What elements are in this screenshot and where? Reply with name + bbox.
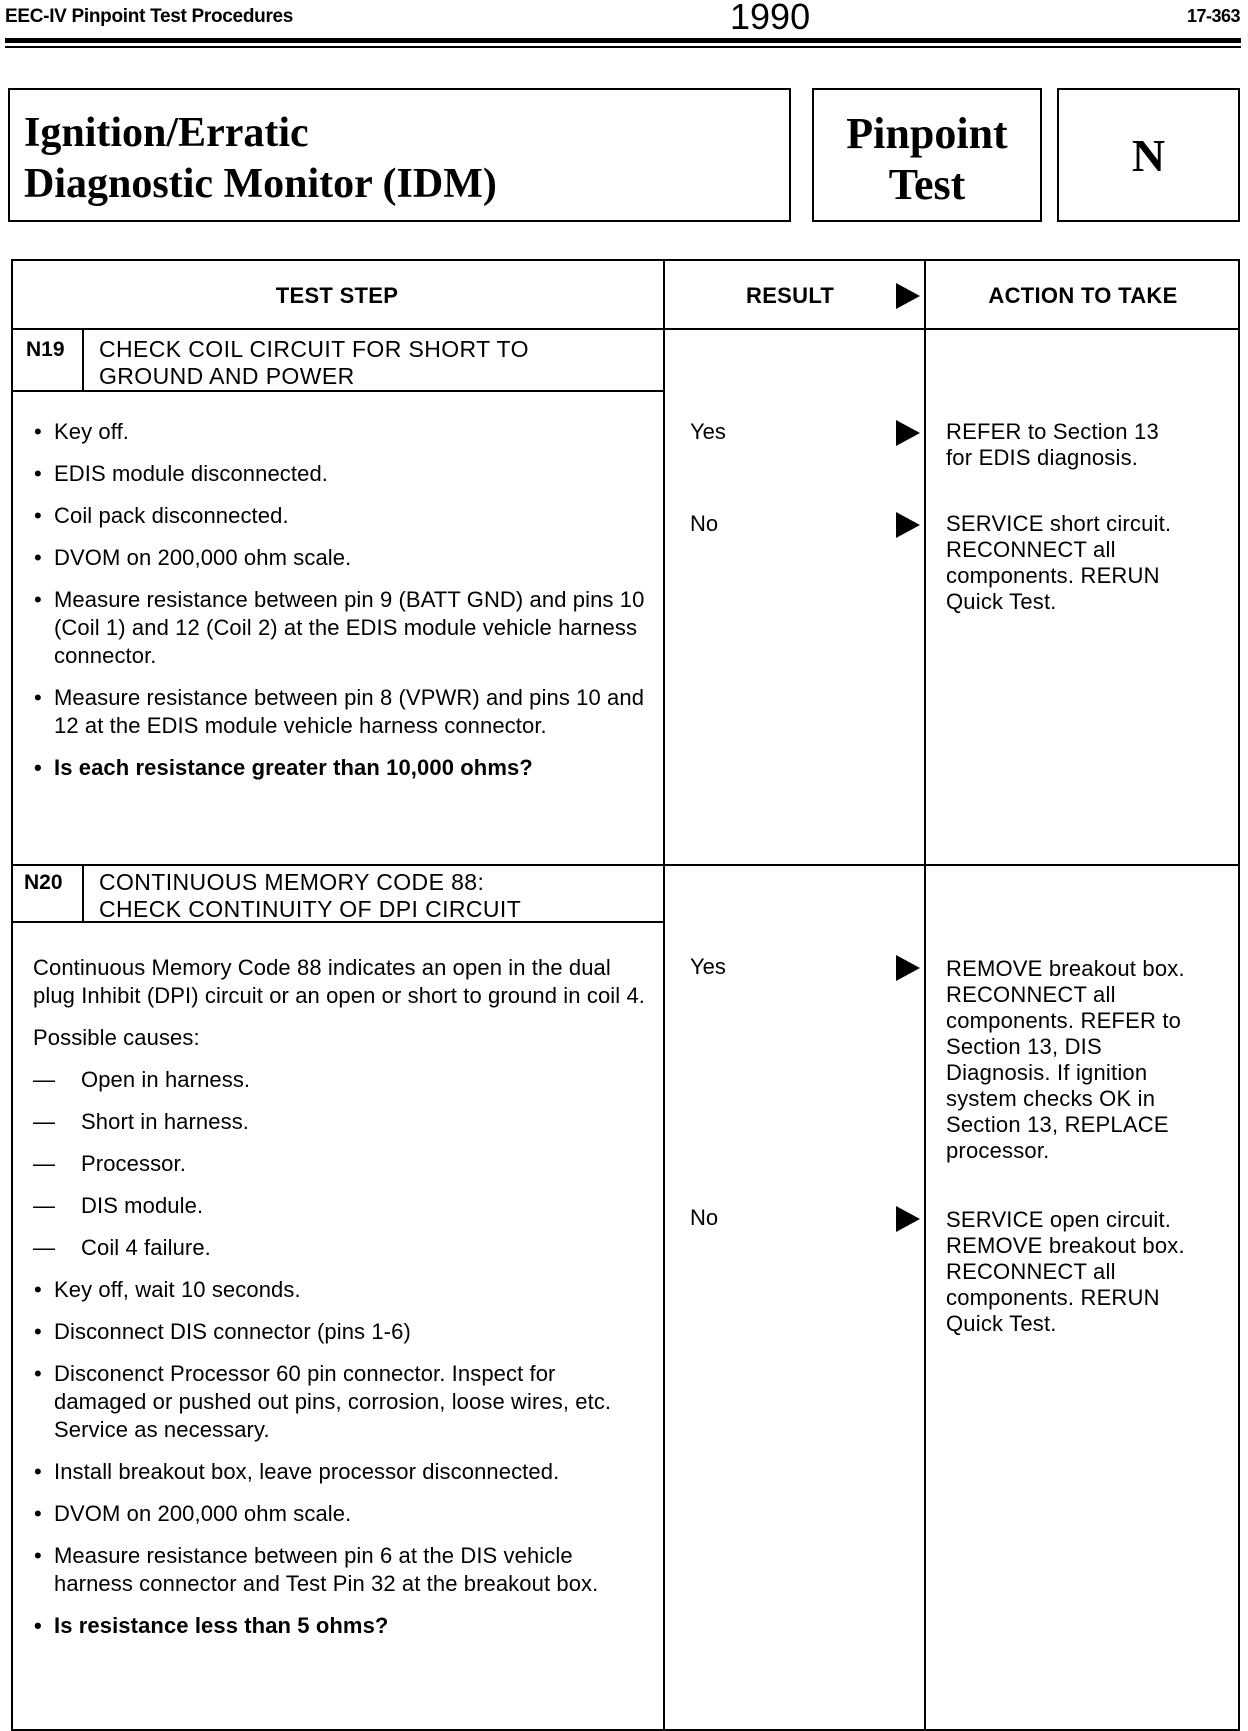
action-line: SERVICE short circuit. — [946, 511, 1172, 536]
action-line: RECONNECT all — [946, 1259, 1116, 1284]
action-line: REFER to Section 13 — [946, 419, 1159, 444]
action-line: processor. — [946, 1138, 1050, 1163]
n20-bullet: • Key off, wait 10 seconds. — [30, 1276, 649, 1304]
n19-result-no: No — [690, 511, 719, 536]
action-line: RECONNECT all — [946, 982, 1116, 1007]
column-header-rule — [11, 328, 1240, 330]
n20-causes-label: Possible causes: — [33, 1025, 200, 1050]
column-header-result: RESULT — [746, 283, 835, 308]
action-line: for EDIS diagnosis. — [946, 445, 1139, 470]
n20-cause: — Short in harness. — [33, 1108, 649, 1136]
action-line: REMOVE breakout box. — [946, 1233, 1185, 1258]
action-line: components. RERUN — [946, 563, 1160, 588]
pinpoint-label-line2: Test — [888, 160, 966, 209]
action-line: Section 13, REPLACE — [946, 1112, 1169, 1137]
action-line: Diagnosis. If ignition — [946, 1060, 1148, 1085]
test-letter: N — [1131, 129, 1166, 181]
n19-action-yes — [946, 419, 1230, 471]
n20-instructions — [33, 954, 649, 1654]
step-divider-rule — [11, 864, 1240, 866]
n20-cause: — DIS module. — [33, 1192, 649, 1220]
action-line: REMOVE breakout box. — [946, 956, 1185, 981]
n20-title-line1: CONTINUOUS MEMORY CODE 88: — [99, 869, 485, 895]
test-title-box — [8, 88, 791, 222]
n20-action-no — [946, 1207, 1230, 1337]
n19-number-divider — [82, 328, 84, 390]
test-title-line2: Diagnostic Monitor (IDM) — [24, 161, 497, 207]
n19-bullet: • Key off. — [30, 418, 648, 446]
n20-cause: — Processor. — [33, 1150, 649, 1178]
n20-step-number: N20 — [24, 871, 63, 894]
n19-instructions — [30, 418, 648, 796]
action-line: components. RERUN — [946, 1285, 1160, 1310]
test-title-line1: Ignition/Erratic — [24, 110, 309, 156]
header-section-title: EEC-IV Pinpoint Test Procedures — [5, 6, 294, 27]
action-line: Quick Test. — [946, 589, 1057, 614]
column-header-action: ACTION TO TAKE — [988, 283, 1178, 308]
n20-no-arrow-icon — [896, 1206, 920, 1232]
n19-question: • Is each resistance greater than 10,000 ohms? — [30, 754, 648, 782]
n20-bullet: • DVOM on 200,000 ohm scale. — [30, 1500, 649, 1528]
n20-intro: Continuous Memory Code 88 indicates an open in the dual plug Inhibit (DPI) circuit or an open or short to ground in coil 4. — [33, 955, 646, 1008]
n19-bullet: • EDIS module disconnected. — [30, 460, 648, 488]
n19-action-no — [946, 511, 1230, 615]
n19-result-yes: Yes — [690, 419, 726, 444]
header-rule-thin — [5, 46, 1241, 48]
n20-title-line2: CHECK CONTINUITY OF DPI CIRCUIT — [99, 896, 522, 922]
column-divider-result-action — [924, 259, 926, 1731]
n20-bullet: • Install breakout box, leave processor disconnected. — [30, 1458, 649, 1486]
n19-bullet: • Measure resistance between pin 8 (VPWR) and pins 10 and 12 at the EDIS module vehicle harness connector. — [30, 684, 648, 740]
n20-number-divider — [82, 864, 84, 921]
column-divider-step-result — [663, 259, 665, 1731]
n19-yes-arrow-icon — [896, 420, 920, 446]
n19-title-line2: GROUND AND POWER — [99, 363, 355, 389]
n20-bullet: • Disconenct Processor 60 pin connector. Inspect for damaged or pushed out pins, corrosion, loose wires, etc. Service as necessary. — [30, 1360, 649, 1444]
n20-cause: — Open in harness. — [33, 1066, 649, 1094]
n20-yes-arrow-icon — [896, 955, 920, 981]
n20-bullet: • Measure resistance between pin 6 at the DIS vehicle harness connector and Test Pin 32 at the breakout box. — [30, 1542, 649, 1598]
n19-bullet: • Coil pack disconnected. — [30, 502, 648, 530]
test-letter-box — [1057, 88, 1240, 222]
pinpoint-test-box — [812, 88, 1042, 222]
header-page-number: 17-363 — [1186, 6, 1240, 26]
action-line: components. REFER to — [946, 1008, 1182, 1033]
n19-step-number: N19 — [26, 338, 65, 361]
result-arrow-icon — [896, 283, 920, 309]
n20-step-title — [99, 869, 521, 923]
action-line: RECONNECT all — [946, 537, 1116, 562]
action-line: Quick Test. — [946, 1311, 1057, 1336]
header-rule-thick — [5, 38, 1241, 43]
n20-action-yes — [946, 956, 1230, 1164]
n20-question: • Is resistance less than 5 ohms? — [30, 1612, 649, 1640]
header-year: 1990 — [730, 0, 811, 37]
n20-result-yes: Yes — [690, 954, 726, 979]
n19-bullet: • Measure resistance between pin 9 (BATT GND) and pins 10 (Coil 1) and 12 (Coil 2) at the EDIS module vehicle harness connector. — [30, 586, 648, 670]
n19-title-line1: CHECK COIL CIRCUIT FOR SHORT TO — [99, 336, 529, 362]
action-line: system checks OK in — [946, 1086, 1156, 1111]
action-line: Section 13, DIS — [946, 1034, 1102, 1059]
n20-cause: — Coil 4 failure. — [33, 1234, 649, 1262]
n19-title-rule — [11, 390, 663, 392]
n20-result-no: No — [690, 1205, 719, 1230]
column-header-test-step: TEST STEP — [275, 283, 399, 308]
pinpoint-label-line1: Pinpoint — [846, 109, 1008, 158]
n20-bullet: • Disconnect DIS connector (pins 1-6) — [30, 1318, 649, 1346]
n19-bullet: • DVOM on 200,000 ohm scale. — [30, 544, 648, 572]
n19-no-arrow-icon — [896, 512, 920, 538]
n19-step-title — [99, 336, 529, 390]
action-line: SERVICE open circuit. — [946, 1207, 1172, 1232]
